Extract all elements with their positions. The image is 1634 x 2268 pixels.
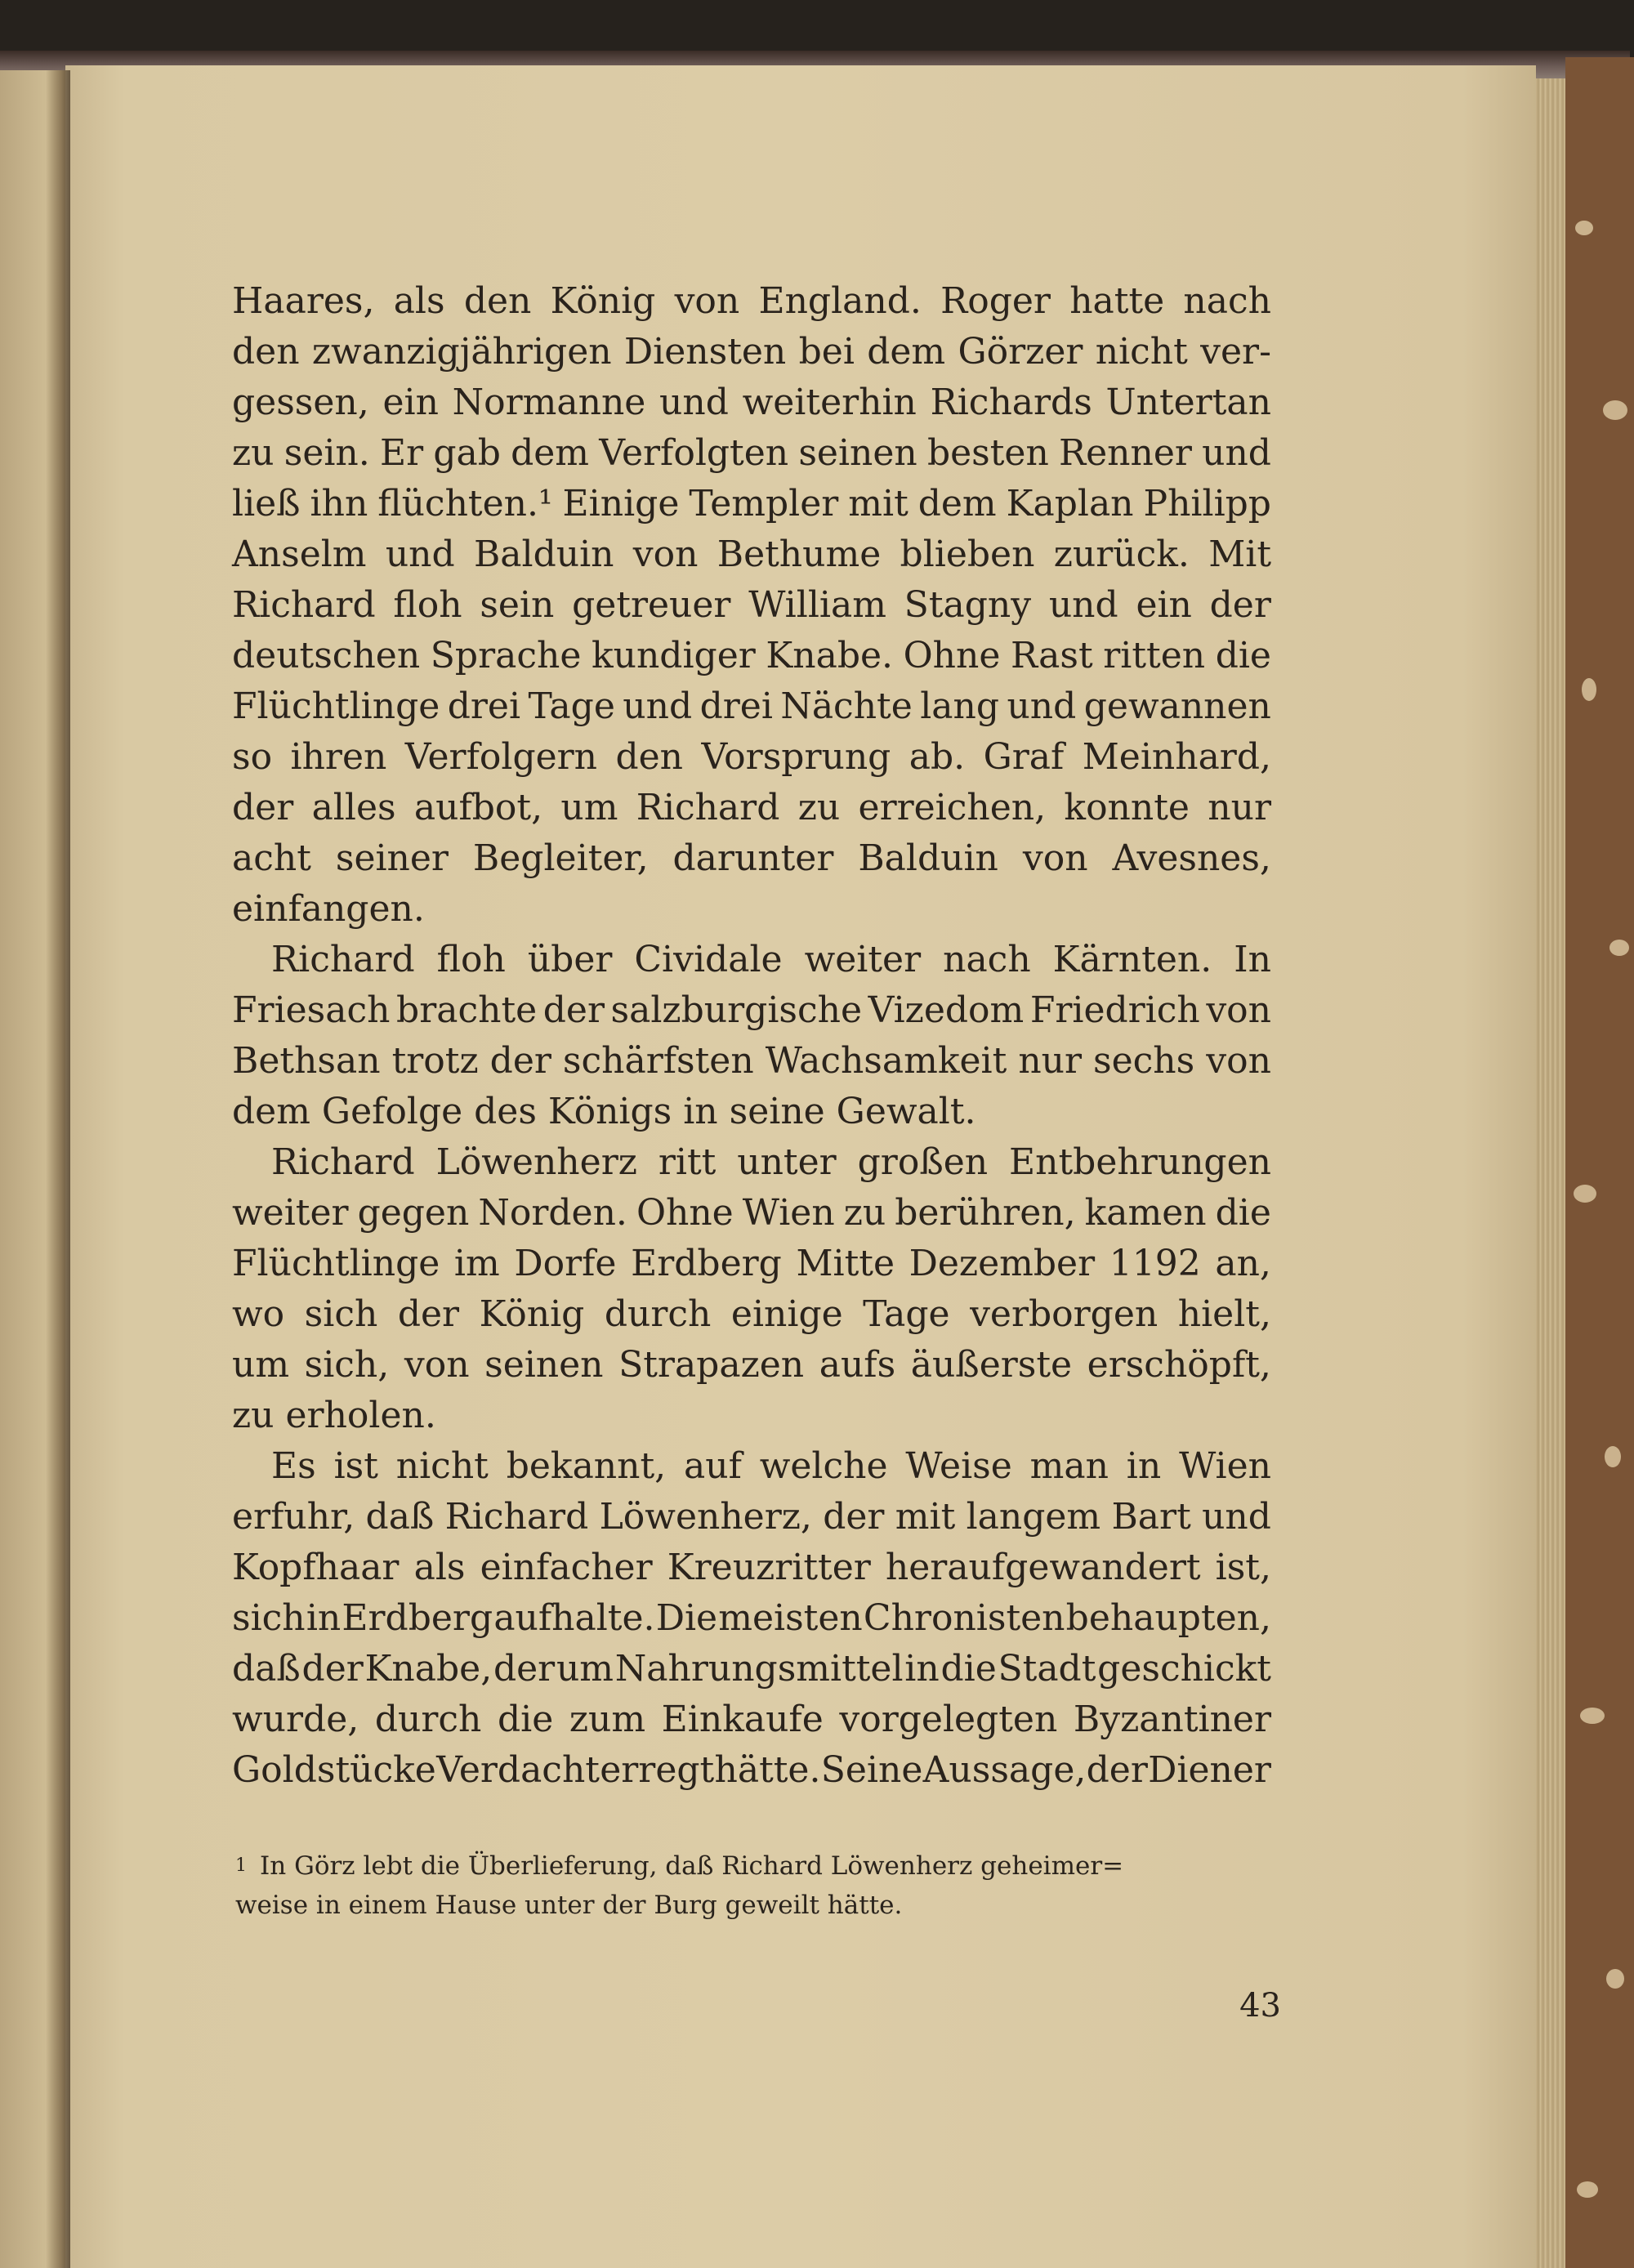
word: und — [623, 685, 693, 727]
word: König — [550, 280, 656, 322]
word: man — [1029, 1445, 1109, 1487]
word: ein — [382, 382, 439, 423]
word: die — [497, 1699, 554, 1740]
word: Mit — [1208, 534, 1271, 575]
text-line — [232, 377, 1271, 428]
word: In — [1234, 939, 1271, 980]
word: Vizedom — [868, 989, 1025, 1031]
word: gessen, — [232, 382, 369, 423]
word: als — [413, 1547, 466, 1588]
word: durch — [374, 1699, 482, 1740]
word: großen — [857, 1141, 989, 1183]
word: seinen — [484, 1344, 604, 1386]
word: zu — [843, 1192, 886, 1234]
word: nur — [1208, 787, 1271, 828]
text-line — [232, 479, 1271, 529]
word: ritt — [658, 1141, 717, 1183]
text-line — [232, 732, 1271, 783]
word: Cividale — [634, 939, 783, 980]
word: salzburgische — [610, 989, 862, 1031]
word: nach — [943, 939, 1031, 980]
word: sechs — [1093, 1040, 1195, 1082]
word: auf — [684, 1445, 742, 1487]
word: zurück. — [1053, 534, 1190, 575]
word: mit — [895, 1496, 956, 1538]
word: Stadt — [998, 1648, 1096, 1690]
word: Nahrungsmittel — [614, 1648, 904, 1690]
page-stack-edges — [1536, 78, 1565, 2268]
word: aufhalte. — [493, 1597, 655, 1639]
text-line — [232, 1340, 1271, 1391]
word: gegen — [357, 1192, 470, 1234]
cover-spot — [1582, 678, 1596, 701]
word: von — [1206, 989, 1271, 1031]
word: erreichen, — [858, 787, 1047, 828]
footnote-mark: 1 — [235, 1855, 247, 1876]
word: weiterhin — [742, 382, 917, 423]
word: darunter — [672, 837, 834, 879]
word: Graf — [983, 736, 1065, 778]
word: Dorfe — [514, 1243, 617, 1284]
word: als — [393, 280, 445, 322]
word: Richard — [636, 787, 780, 828]
word: der — [493, 1648, 556, 1690]
word: Er — [379, 432, 424, 474]
word: ließ — [232, 483, 301, 525]
word: Diener — [1148, 1749, 1271, 1791]
text-line: dem Gefolge des Königs in seine Gewalt. — [232, 1091, 976, 1132]
word: ab. — [909, 736, 966, 778]
word: von — [632, 534, 699, 575]
word: der — [489, 1040, 551, 1082]
word: Untertan — [1105, 382, 1271, 423]
word: gewannen — [1083, 685, 1271, 727]
word: ritten — [1103, 635, 1206, 676]
word: langem — [966, 1496, 1101, 1538]
word: unter — [737, 1141, 837, 1183]
word: erfuhr, — [232, 1496, 355, 1538]
cover-spot — [1603, 400, 1627, 420]
word: von — [1022, 837, 1088, 879]
word: Normanne — [452, 382, 646, 423]
word: Knabe, — [364, 1648, 493, 1690]
word: der — [1086, 1749, 1148, 1791]
cover-spot — [1606, 1969, 1624, 1989]
word: Erdberg — [631, 1243, 782, 1284]
word: Entbehrungen — [1009, 1141, 1271, 1183]
text-line: zu erholen. — [232, 1395, 436, 1436]
text-line — [232, 428, 1271, 479]
word: William — [748, 584, 886, 626]
word: Avesnes, — [1112, 837, 1271, 879]
text-line — [232, 580, 1271, 631]
word: mit — [848, 483, 909, 525]
word: drei — [447, 685, 521, 727]
text-line — [232, 1137, 1271, 1188]
word: die — [1215, 1192, 1271, 1234]
footnote-text: In Görz lebt die Überlieferung, daß Richard Löwenherz geheimer= — [260, 1851, 1124, 1881]
word: ein — [1136, 584, 1192, 626]
word: erregt — [600, 1749, 715, 1791]
word: meisten — [718, 1597, 863, 1639]
word: der — [232, 787, 294, 828]
word: ihn — [310, 483, 368, 525]
word: bei — [798, 331, 855, 373]
cover-spot — [1574, 1185, 1596, 1203]
word: sich — [304, 1293, 378, 1335]
word: hielt, — [1177, 1293, 1271, 1335]
word: der — [823, 1496, 885, 1538]
word: und — [1048, 584, 1118, 626]
word: Löwenherz, — [599, 1496, 812, 1538]
text-line — [232, 783, 1271, 833]
word: Kopfhaar — [232, 1547, 400, 1588]
word: Dezember — [909, 1243, 1096, 1284]
cover-spot — [1575, 221, 1593, 235]
word: trotz — [391, 1040, 479, 1082]
text-line — [232, 1036, 1271, 1087]
word: ihren — [290, 736, 387, 778]
word: hätte. — [714, 1749, 821, 1791]
word: Erdberg — [342, 1597, 493, 1639]
word: wo — [232, 1293, 285, 1335]
word: drei — [699, 685, 773, 727]
word: Richards — [930, 382, 1092, 423]
word: seiner — [335, 837, 449, 879]
word: Ohne — [903, 635, 1001, 676]
word: Richard — [232, 584, 376, 626]
word: dem — [867, 331, 946, 373]
word: Templer — [689, 483, 839, 525]
word: aufs — [819, 1344, 896, 1386]
word: England. — [758, 280, 922, 322]
word: in — [904, 1648, 940, 1690]
word: getreuer — [572, 584, 731, 626]
text-line — [232, 1593, 1271, 1644]
word: alles — [311, 787, 396, 828]
word: einfacher — [480, 1547, 653, 1588]
word: Renner — [1058, 432, 1192, 474]
word: Nächte — [780, 685, 913, 727]
word: Richard — [271, 939, 415, 980]
word: Weise — [905, 1445, 1012, 1487]
word: im — [453, 1243, 500, 1284]
word: König — [479, 1293, 585, 1335]
word: Verdacht — [436, 1749, 600, 1791]
word: weiter — [804, 939, 922, 980]
word: Wien — [742, 1192, 835, 1234]
word: Verfolgern — [404, 736, 598, 778]
word: daß — [232, 1648, 301, 1690]
word: floh — [436, 939, 506, 980]
text-line — [232, 1644, 1271, 1694]
word: Richard — [444, 1496, 589, 1538]
word: berühren, — [895, 1192, 1076, 1234]
word: der — [301, 1648, 364, 1690]
word: um — [232, 1344, 290, 1386]
word: Bart — [1111, 1496, 1191, 1538]
word: besten — [926, 432, 1049, 474]
word: acht — [232, 837, 311, 879]
word: in — [306, 1597, 342, 1639]
footnote — [235, 1846, 1271, 1925]
word: Philipp — [1143, 483, 1271, 525]
word: flüchten.¹ — [377, 483, 553, 525]
word: von — [404, 1344, 470, 1386]
word: schärfsten — [562, 1040, 754, 1082]
text-line — [232, 681, 1271, 732]
cover-spot — [1577, 2181, 1598, 2198]
text-line — [232, 1239, 1271, 1289]
cover-spot — [1605, 1446, 1621, 1467]
word: daß — [365, 1496, 435, 1538]
word: Kaplan — [1006, 483, 1134, 525]
word: blieben — [900, 534, 1035, 575]
word: an, — [1215, 1243, 1271, 1284]
word: über — [527, 939, 613, 980]
word: der — [397, 1293, 460, 1335]
text-line: einfangen. — [232, 888, 425, 930]
word: behaupten, — [1065, 1597, 1271, 1639]
word: Seine — [820, 1749, 923, 1791]
word: Rast — [1011, 635, 1093, 676]
text-line — [232, 327, 1271, 377]
word: Görzer — [958, 331, 1083, 373]
word: Norden. — [478, 1192, 627, 1234]
word: Wien — [1179, 1445, 1271, 1487]
word: und — [385, 534, 455, 575]
word: sein — [480, 584, 555, 626]
text-line — [232, 935, 1271, 985]
word: dem — [917, 483, 997, 525]
text-line — [232, 1694, 1271, 1745]
text-line — [232, 631, 1271, 681]
word: deutschen — [232, 635, 421, 676]
word: einige — [730, 1293, 843, 1335]
word: Flüchtlinge — [232, 685, 440, 727]
word: Richard — [271, 1141, 415, 1183]
word: und — [659, 382, 729, 423]
word: um — [556, 1648, 614, 1690]
text-line — [232, 1441, 1271, 1492]
word: durch — [604, 1293, 712, 1335]
text-line — [232, 276, 1271, 327]
word: den — [615, 736, 683, 778]
word: Löwenherz — [435, 1141, 637, 1183]
word: zwanzigjährigen — [311, 331, 612, 373]
word: Byzantiner — [1073, 1699, 1271, 1740]
word: Chronisten — [863, 1597, 1065, 1639]
cover-spot — [1609, 940, 1629, 956]
word: nicht — [395, 1445, 489, 1487]
word: Balduin — [473, 534, 614, 575]
word: der — [1209, 584, 1271, 626]
word: Kreuzritter — [667, 1547, 871, 1588]
text-line — [232, 1492, 1271, 1543]
text-line — [232, 529, 1271, 580]
word: die — [1215, 635, 1271, 676]
word: ist, — [1215, 1547, 1271, 1588]
word: konnte — [1064, 787, 1190, 828]
word: wurde, — [232, 1699, 359, 1740]
book-cover-edge — [1565, 57, 1634, 2268]
word: hatte — [1069, 280, 1165, 322]
word: Friedrich — [1029, 989, 1200, 1031]
word: Knabe. — [766, 635, 894, 676]
word: floh — [393, 584, 462, 626]
word: Friesach — [232, 989, 391, 1031]
word: heraufgewandert — [885, 1547, 1201, 1588]
word: Bethume — [717, 534, 882, 575]
word: der — [542, 989, 605, 1031]
word: Wachsamkeit — [765, 1040, 1007, 1082]
word: Einkaufe — [661, 1699, 824, 1740]
word: Einige — [562, 483, 680, 525]
word: Diensten — [623, 331, 787, 373]
word: äußerste — [910, 1344, 1073, 1386]
page-number: 43 — [1239, 1987, 1281, 2025]
word: Stagny — [904, 584, 1032, 626]
word: und — [1202, 1496, 1271, 1538]
footnote-line: weise in einem Hause unter der Burg geweilt hätte. — [235, 1891, 903, 1920]
word: nicht — [1095, 331, 1188, 373]
word: die — [940, 1648, 997, 1690]
word: nach — [1183, 280, 1271, 322]
word: von — [1206, 1040, 1271, 1082]
word: Anselm — [232, 534, 367, 575]
word: welche — [759, 1445, 888, 1487]
word: weiter — [232, 1192, 349, 1234]
word: Ohne — [636, 1192, 734, 1234]
word: in — [1126, 1445, 1162, 1487]
word: zu — [232, 432, 275, 474]
word: verborgen — [970, 1293, 1159, 1335]
word: kamen — [1084, 1192, 1207, 1234]
word: Haares, — [232, 280, 375, 322]
word: aufbot, — [413, 787, 543, 828]
word: Verfolgten — [599, 432, 789, 474]
word: zu — [797, 787, 841, 828]
text-line — [232, 1289, 1271, 1340]
footnote-line — [235, 1846, 1271, 1886]
word: ver- — [1200, 331, 1271, 373]
word: gab — [433, 432, 501, 474]
word: und — [1007, 685, 1077, 727]
cover-spot — [1580, 1708, 1605, 1724]
word: erschöpft, — [1087, 1344, 1271, 1386]
word: und — [1202, 432, 1271, 474]
word: Roger — [940, 280, 1051, 322]
word: bekannt, — [506, 1445, 667, 1487]
word: seinen — [798, 432, 917, 474]
word: Die — [655, 1597, 718, 1639]
word: Flüchtlinge — [232, 1243, 440, 1284]
word: sich, — [304, 1344, 390, 1386]
word: Es — [271, 1445, 316, 1487]
word: Mitte — [796, 1243, 895, 1284]
word: den — [463, 280, 532, 322]
word: Goldstücke — [232, 1749, 436, 1791]
word: Vorsprung — [701, 736, 891, 778]
word: zum — [569, 1699, 646, 1740]
word: lang — [920, 685, 1000, 727]
word: Strapazen — [618, 1344, 805, 1386]
word: ist — [333, 1445, 378, 1487]
word: Aussage, — [922, 1749, 1087, 1791]
word: dem — [511, 432, 590, 474]
text-line — [232, 1543, 1271, 1593]
word: Sprache — [430, 635, 582, 676]
word: vorgelegten — [839, 1699, 1058, 1740]
word: Begleiter, — [472, 837, 649, 879]
text-line — [232, 1188, 1271, 1239]
text-line — [232, 833, 1271, 884]
word: Tage — [863, 1293, 950, 1335]
text-line — [232, 985, 1271, 1036]
word: sein. — [283, 432, 370, 474]
word: geschickt — [1097, 1648, 1271, 1690]
word: 1192 — [1109, 1243, 1201, 1284]
word: Tage — [528, 685, 615, 727]
word: um — [560, 787, 618, 828]
word: von — [674, 280, 740, 322]
word: sich — [232, 1597, 306, 1639]
gutter-shadow — [46, 70, 70, 2268]
body-text — [232, 276, 1271, 1796]
word: Kärnten. — [1052, 939, 1212, 980]
word: brachte — [396, 989, 538, 1031]
word: Bethsan — [232, 1040, 381, 1082]
text-line — [232, 1745, 1271, 1796]
word: den — [232, 331, 300, 373]
word: nur — [1018, 1040, 1083, 1082]
word: Meinhard, — [1082, 736, 1271, 778]
word: kundiger — [591, 635, 756, 676]
word: Balduin — [858, 837, 998, 879]
word: so — [232, 736, 273, 778]
